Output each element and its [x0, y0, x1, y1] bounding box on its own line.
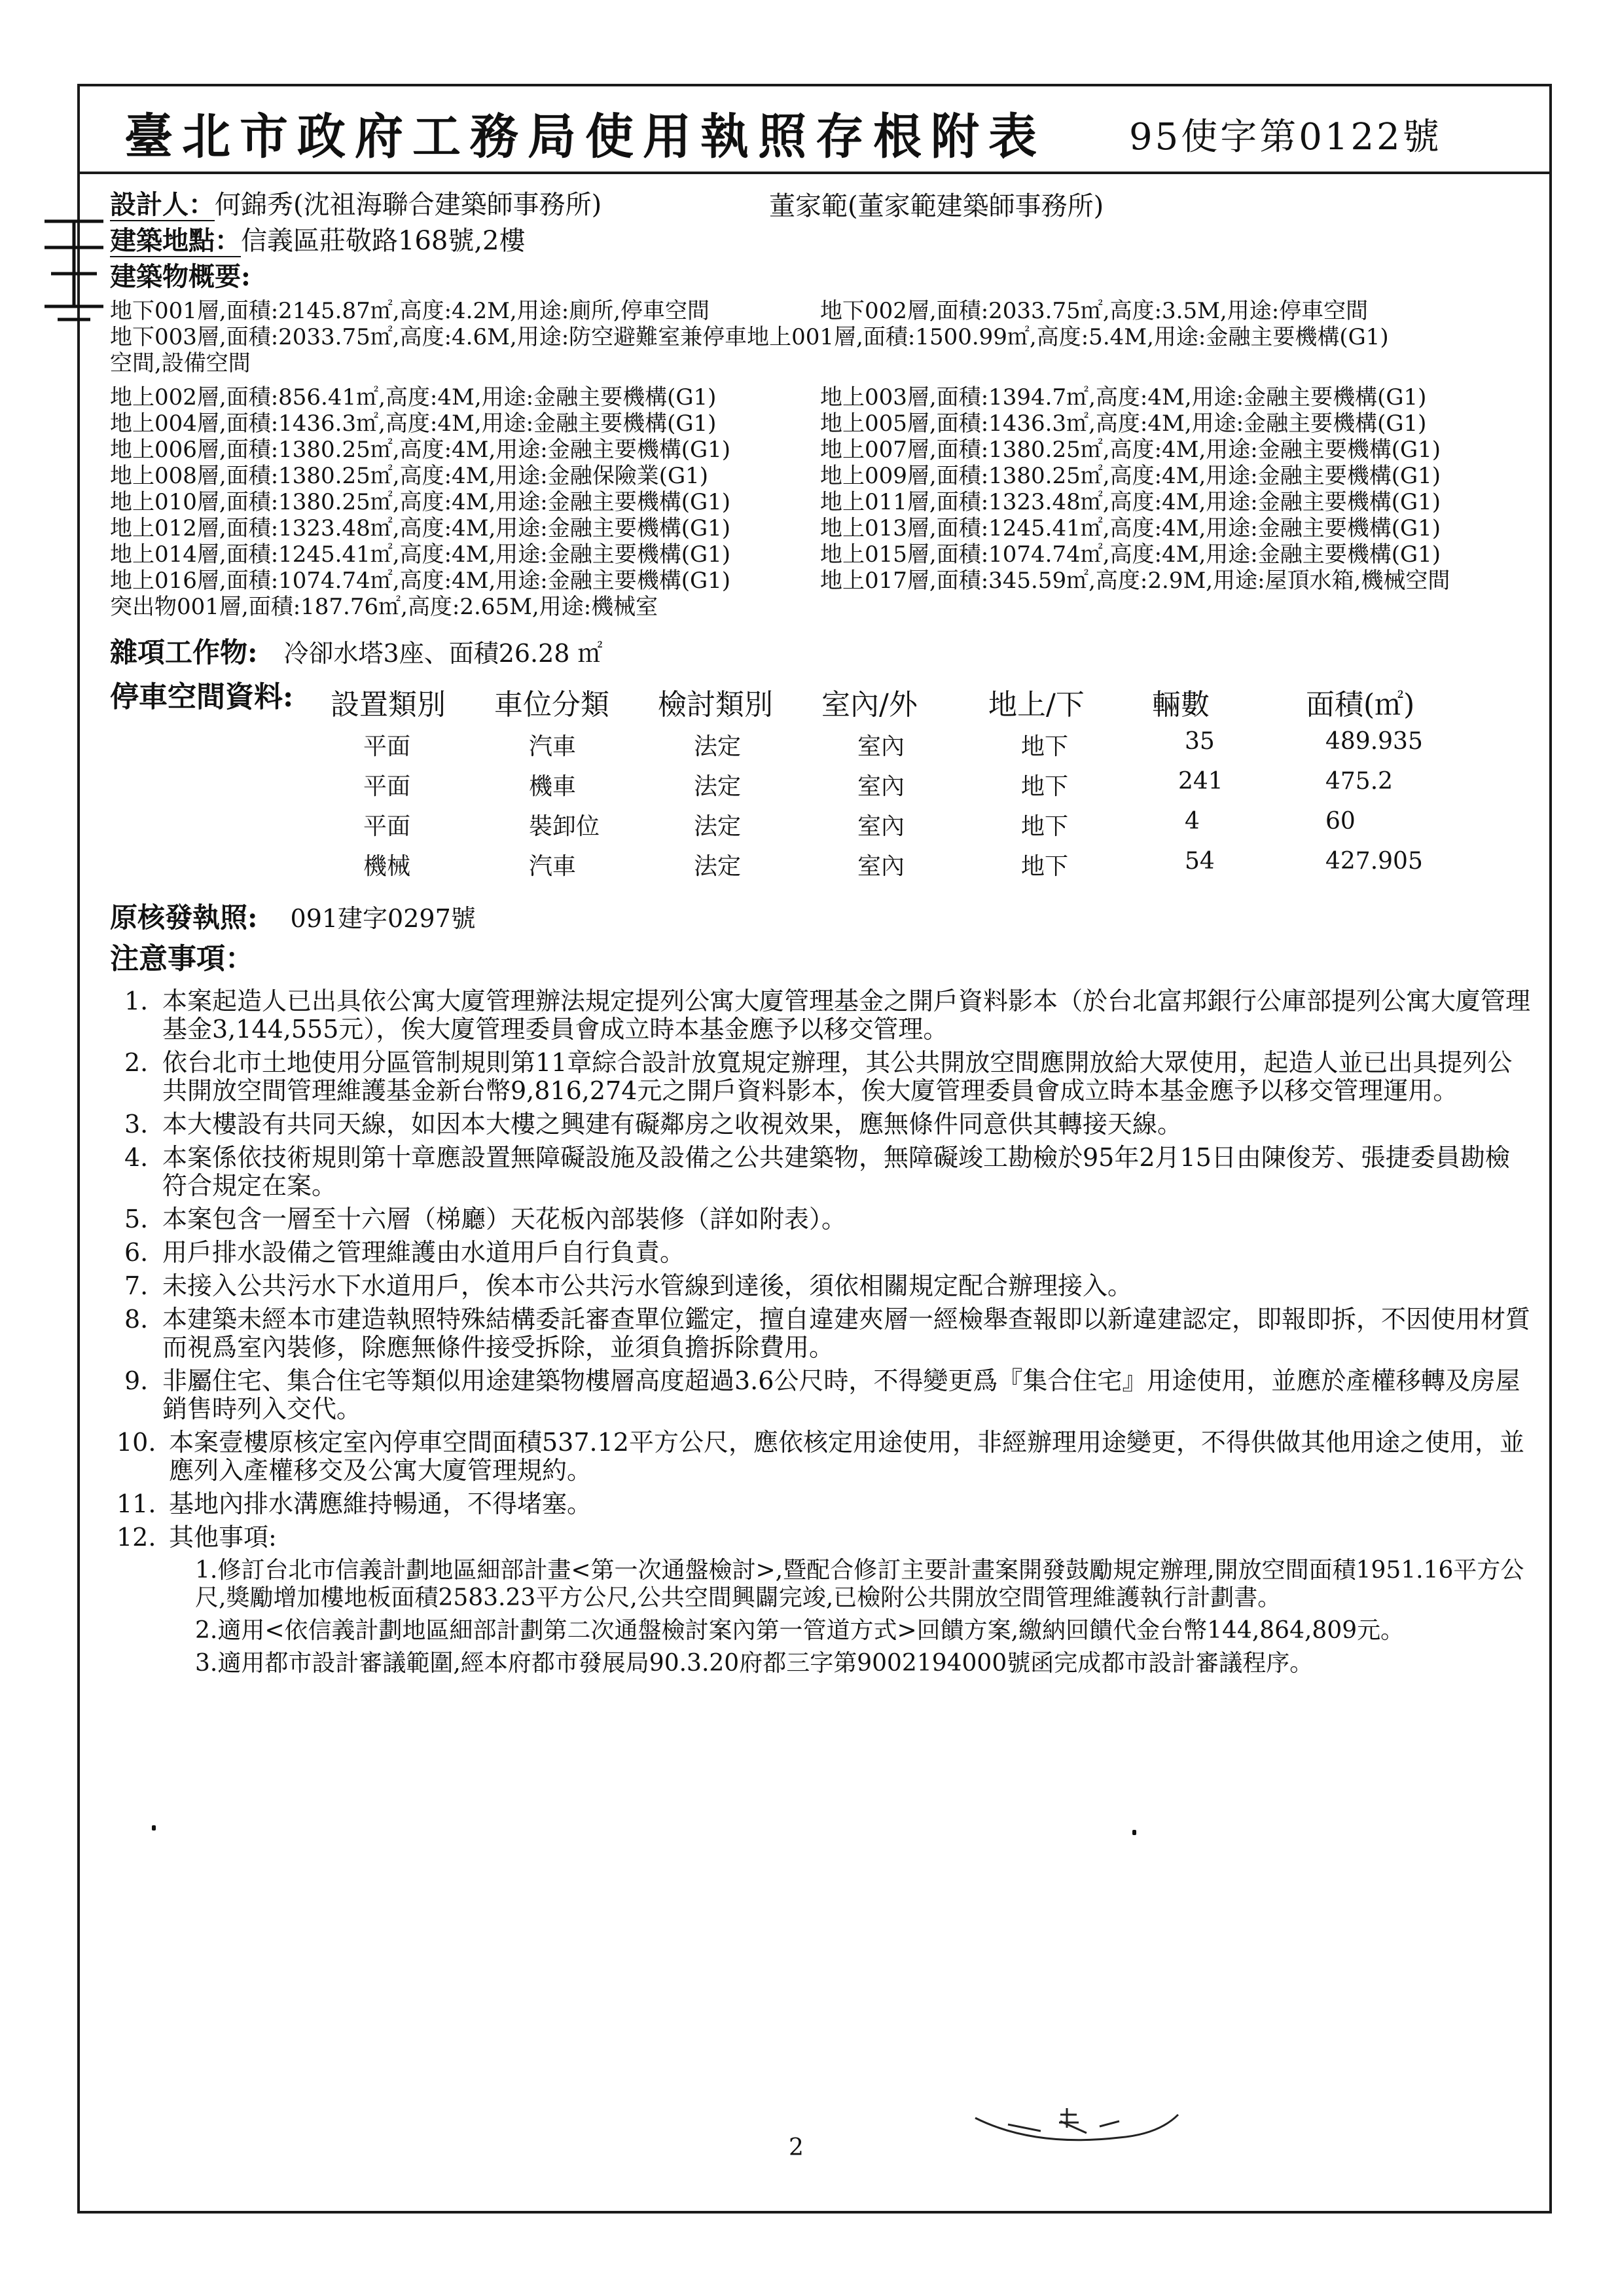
designers-row [110, 190, 602, 220]
scan-dot [1132, 1830, 1136, 1835]
designer-label: 設計人： [110, 189, 215, 220]
note-number: 8. [124, 1305, 149, 1334]
note-text: 本案包含一層至十六層（梯廳）天花板內部裝修（詳如附表）。 [162, 1205, 847, 1233]
list-item [117, 1489, 1532, 1518]
sub-notes-list [124, 1557, 1532, 1677]
parking-cell: 地下 [1021, 853, 1069, 880]
floor-line [110, 489, 1537, 515]
parking-cell: 室內 [857, 733, 905, 760]
note-text: 非屬住宅、集合住宅等類似用途建築物樓層高度超過3.6公尺時，不得變更爲『集合住宅』用途使用，並應於產權移轉及房屋銷售時列入交代。 [162, 1366, 1520, 1423]
parking-cell: 475.2 [1325, 768, 1393, 795]
floor-right: 地上005層,面積:1436.3㎡,高度:4M,用途:金融主要機構(G1) [820, 410, 1427, 437]
designer-primary: 何錦秀(沈祖海聯合建築師事務所) [215, 190, 602, 220]
parking-cell: 室內 [857, 773, 905, 800]
list-item [124, 1305, 1532, 1362]
floor-left: 地上002層,面積:856.41㎡,高度:4M,用途:金融主要機構(G1) [110, 384, 717, 410]
parking-cell: 60 [1325, 808, 1356, 835]
floor-b3-continued: 空間,設備空間 [110, 350, 251, 376]
list-item [124, 987, 1532, 1044]
misc-label: 雜項工作物: [110, 636, 258, 668]
list-item [124, 1049, 1532, 1105]
designer-secondary: 董家範(董家範建築師事務所) [769, 191, 1104, 221]
overview-label: 建築物概要: [110, 261, 251, 292]
parking-label: 停車空間資料: [110, 680, 294, 714]
parking-header: 地上/下 [988, 688, 1085, 721]
note-number: 4. [124, 1143, 149, 1172]
floor-b2: 地下002層,面積:2033.75㎡,高度:3.5M,用途:停車空間 [820, 298, 1369, 324]
note-text: 本案係依技術規則第十章應設置無障礙設施及設備之公共建築物，無障礙竣工勘檢於95年2月15日由陳俊芳、張捷委員勘檢符合規定在案。 [162, 1143, 1510, 1200]
parking-cell: 法定 [694, 733, 742, 760]
list-item: 2.適用<依信義計劃地區細部計劃第二次通盤檢討案內第一管道方式>回饋方案,繳納回饋代金台幣144,864,809元。 [195, 1617, 1405, 1644]
list-item: 1.修訂台北市信義計劃地區細部計畫<第一次通盤檢討>,暨配合修訂主要計畫案開發鼓勵規定辦理,開放空間面積1951.16平方公尺,獎勵增加樓地板面積2583.23平方公尺,公共空間興闢完竣,已檢附公共開放空間管理維護執行計劃書。 [195, 1557, 1524, 1611]
note-text: 本案起造人已出具依公寓大廈管理辦法規定提列公寓大廈管理基金之開戶資料影本（於台北富邦銀行公庫部提列公寓大廈管理基金3,144,555元），俟大廈管理委員會成立時本基金應予以移交管理。 [162, 987, 1531, 1044]
parking-cell: 平面 [363, 813, 411, 840]
list-item [124, 1367, 1532, 1423]
scan-dot [152, 1825, 156, 1831]
note-text: 本案壹樓原核定室內停車空間面積537.12平方公尺，應依核定用途使用，非經辦理用途變更，不得供做其他用途之使用，並應列入產權移交及公寓大廈管理規約。 [169, 1428, 1524, 1485]
list-item [124, 1272, 1532, 1300]
note-number: 7. [124, 1271, 149, 1300]
floor-left: 地上004層,面積:1436.3㎡,高度:4M,用途:金融主要機構(G1) [110, 410, 717, 437]
permit-number: 95使字第0122號 [1129, 116, 1442, 158]
floor-left: 地上012層,面積:1323.48㎡,高度:4M,用途:金融主要機構(G1) [110, 515, 731, 541]
note-number: 9. [124, 1366, 149, 1395]
parking-header: 車位分類 [494, 688, 609, 721]
list-item [117, 1523, 1532, 1552]
site-label: 建築地點： [110, 225, 241, 256]
parking-header: 室內/外 [821, 688, 918, 721]
parking-cell: 室內 [857, 813, 905, 840]
floor-line [110, 384, 1537, 410]
floor-list [110, 384, 1537, 620]
parking-cell: 機械 [363, 853, 411, 880]
floor-right: 地上015層,面積:1074.74㎡,高度:4M,用途:金融主要機構(G1) [820, 541, 1441, 568]
site-row [110, 226, 526, 256]
note-number: 1. [124, 987, 149, 1015]
parking-cell: 裝卸位 [529, 813, 600, 840]
parking-cell: 4 [1185, 808, 1200, 835]
parking-cell: 法定 [694, 853, 742, 880]
floor-left: 地上014層,面積:1245.41㎡,高度:4M,用途:金融主要機構(G1) [110, 541, 731, 568]
parking-cell: 法定 [694, 813, 742, 840]
original-permit-row [110, 902, 476, 935]
note-text: 未接入公共污水下水道用戶，俟本市公共污水管線到達後，須依相關規定配合辦理接入。 [162, 1271, 1133, 1300]
note-number: 11. [117, 1489, 156, 1518]
title-divider [77, 172, 1549, 174]
floor-b3: 地下003層,面積:2033.75㎡,高度:4.6M,用途:防空避難室兼停車地上001層,面積:1500.99㎡,高度:5.4M,用途:金融主要機構(G1) [110, 324, 1389, 350]
seal-stamp-icon [969, 2102, 1185, 2147]
parking-cell: 489.935 [1325, 728, 1423, 755]
note-number: 6. [124, 1238, 149, 1267]
note-number: 3. [124, 1110, 149, 1139]
note-number: 12. [117, 1523, 156, 1552]
parking-cell: 地下 [1021, 813, 1069, 840]
note-text: 本大樓設有共同天線，如因本大樓之興建有礙鄰房之收視效果，應無條件同意供其轉接天線。 [162, 1110, 1183, 1139]
floor-b1: 地下001層,面積:2145.87㎡,高度:4.2M,用途:廁所,停車空間 [110, 298, 710, 324]
parking-cell: 室內 [857, 853, 905, 880]
floor-right: 地上013層,面積:1245.41㎡,高度:4M,用途:金融主要機構(G1) [820, 515, 1441, 541]
parking-header: 設置類別 [331, 688, 446, 721]
note-text: 本建築未經本市建造執照特殊結構委託審查單位鑑定，擅自違建夾層一經檢舉查報即以新違建認定，即報即拆，不因使用材質而視爲室內裝修，除應無條件接受拆除，並須負擔拆除費用。 [162, 1305, 1531, 1362]
parking-cell: 地下 [1021, 733, 1069, 760]
floor-line [110, 541, 1537, 568]
misc-works-row [110, 636, 603, 670]
floor-line [110, 410, 1537, 437]
notes-label: 注意事項： [110, 942, 254, 975]
floor-right: 地上003層,面積:1394.7㎡,高度:4M,用途:金融主要機構(G1) [820, 384, 1427, 410]
parking-cell: 機車 [529, 773, 577, 800]
floor-line [110, 568, 1537, 594]
note-number: 5. [124, 1205, 149, 1233]
parking-header: 面積(㎡) [1306, 688, 1415, 721]
original-permit-value: 091建字0297號 [290, 904, 476, 933]
list-item: 3.適用都市設計審議範圍,經本府都市發展局90.3.20府都三字第9002194000號函完成都市設計審議程序。 [195, 1650, 1314, 1677]
parking-cell: 汽車 [529, 733, 577, 760]
note-text: 依台北市土地使用分區管制規則第11章綜合設計放寬規定辦理，其公共開放空間應開放給大眾使用，起造人並已出具提列公共開放空間管理維護基金新台幣9,816,274元之開戶資料影本，俟大廈管理委員會成立時本基金應予以移交管理運用。 [162, 1048, 1513, 1105]
parking-cell: 汽車 [529, 853, 577, 880]
original-permit-label: 原核發執照: [110, 902, 258, 934]
list-item [124, 1239, 1532, 1267]
list-item [124, 1205, 1532, 1233]
floor-right: 地上007層,面積:1380.25㎡,高度:4M,用途:金融主要機構(G1) [820, 437, 1441, 463]
floor-right: 地上011層,面積:1323.48㎡,高度:4M,用途:金融主要機構(G1) [820, 489, 1441, 515]
parking-header: 檢討類別 [658, 688, 773, 721]
note-text: 用戶排水設備之管理維護由水道用戶自行負責。 [162, 1238, 685, 1267]
note-number: 10. [117, 1428, 156, 1457]
registration-mark-icon [38, 208, 110, 333]
notes-list [117, 987, 1532, 1683]
floor-left: 地上016層,面積:1074.74㎡,高度:4M,用途:金融主要機構(G1) [110, 568, 731, 594]
site-address: 信義區莊敬路168號,2樓 [241, 226, 526, 256]
list-item [117, 1428, 1532, 1485]
floor-left: 地上008層,面積:1380.25㎡,高度:4M,用途:金融保險業(G1) [110, 463, 709, 489]
list-item [124, 1144, 1532, 1200]
page-number: 2 [789, 2134, 804, 2161]
floor-left: 地上010層,面積:1380.25㎡,高度:4M,用途:金融主要機構(G1) [110, 489, 731, 515]
list-item [124, 1110, 1532, 1139]
floor-line [110, 515, 1537, 541]
parking-cell: 地下 [1021, 773, 1069, 800]
parking-header: 輛數 [1152, 688, 1210, 721]
parking-cell: 54 [1185, 848, 1215, 875]
parking-cell: 法定 [694, 773, 742, 800]
floor-right: 地上017層,面積:345.59㎡,高度:2.9M,用途:屋頂水箱,機械空間 [820, 568, 1450, 594]
floor-line [110, 594, 1537, 620]
parking-cell: 427.905 [1325, 848, 1423, 875]
parking-cell: 平面 [363, 733, 411, 760]
floor-line [110, 437, 1537, 463]
protrusion-floor: 突出物001層,面積:187.76㎡,高度:2.65M,用途:機械室 [110, 594, 658, 620]
floor-left: 地上006層,面積:1380.25㎡,高度:4M,用途:金融主要機構(G1) [110, 437, 731, 463]
document-title: 臺北市政府工務局使用執照存根附表 [124, 109, 1046, 165]
note-number: 2. [124, 1048, 149, 1077]
note-text: 基地內排水溝應維持暢通，不得堵塞。 [169, 1489, 592, 1518]
parking-cell: 241 [1178, 768, 1223, 795]
parking-cell: 35 [1185, 728, 1215, 755]
misc-value: 冷卻水塔3座、面積26.28 ㎡ [283, 639, 603, 668]
note-text: 其他事項: [169, 1523, 277, 1552]
floor-line [110, 463, 1537, 489]
floor-right: 地上009層,面積:1380.25㎡,高度:4M,用途:金融主要機構(G1) [820, 463, 1441, 489]
parking-cell: 平面 [363, 773, 411, 800]
